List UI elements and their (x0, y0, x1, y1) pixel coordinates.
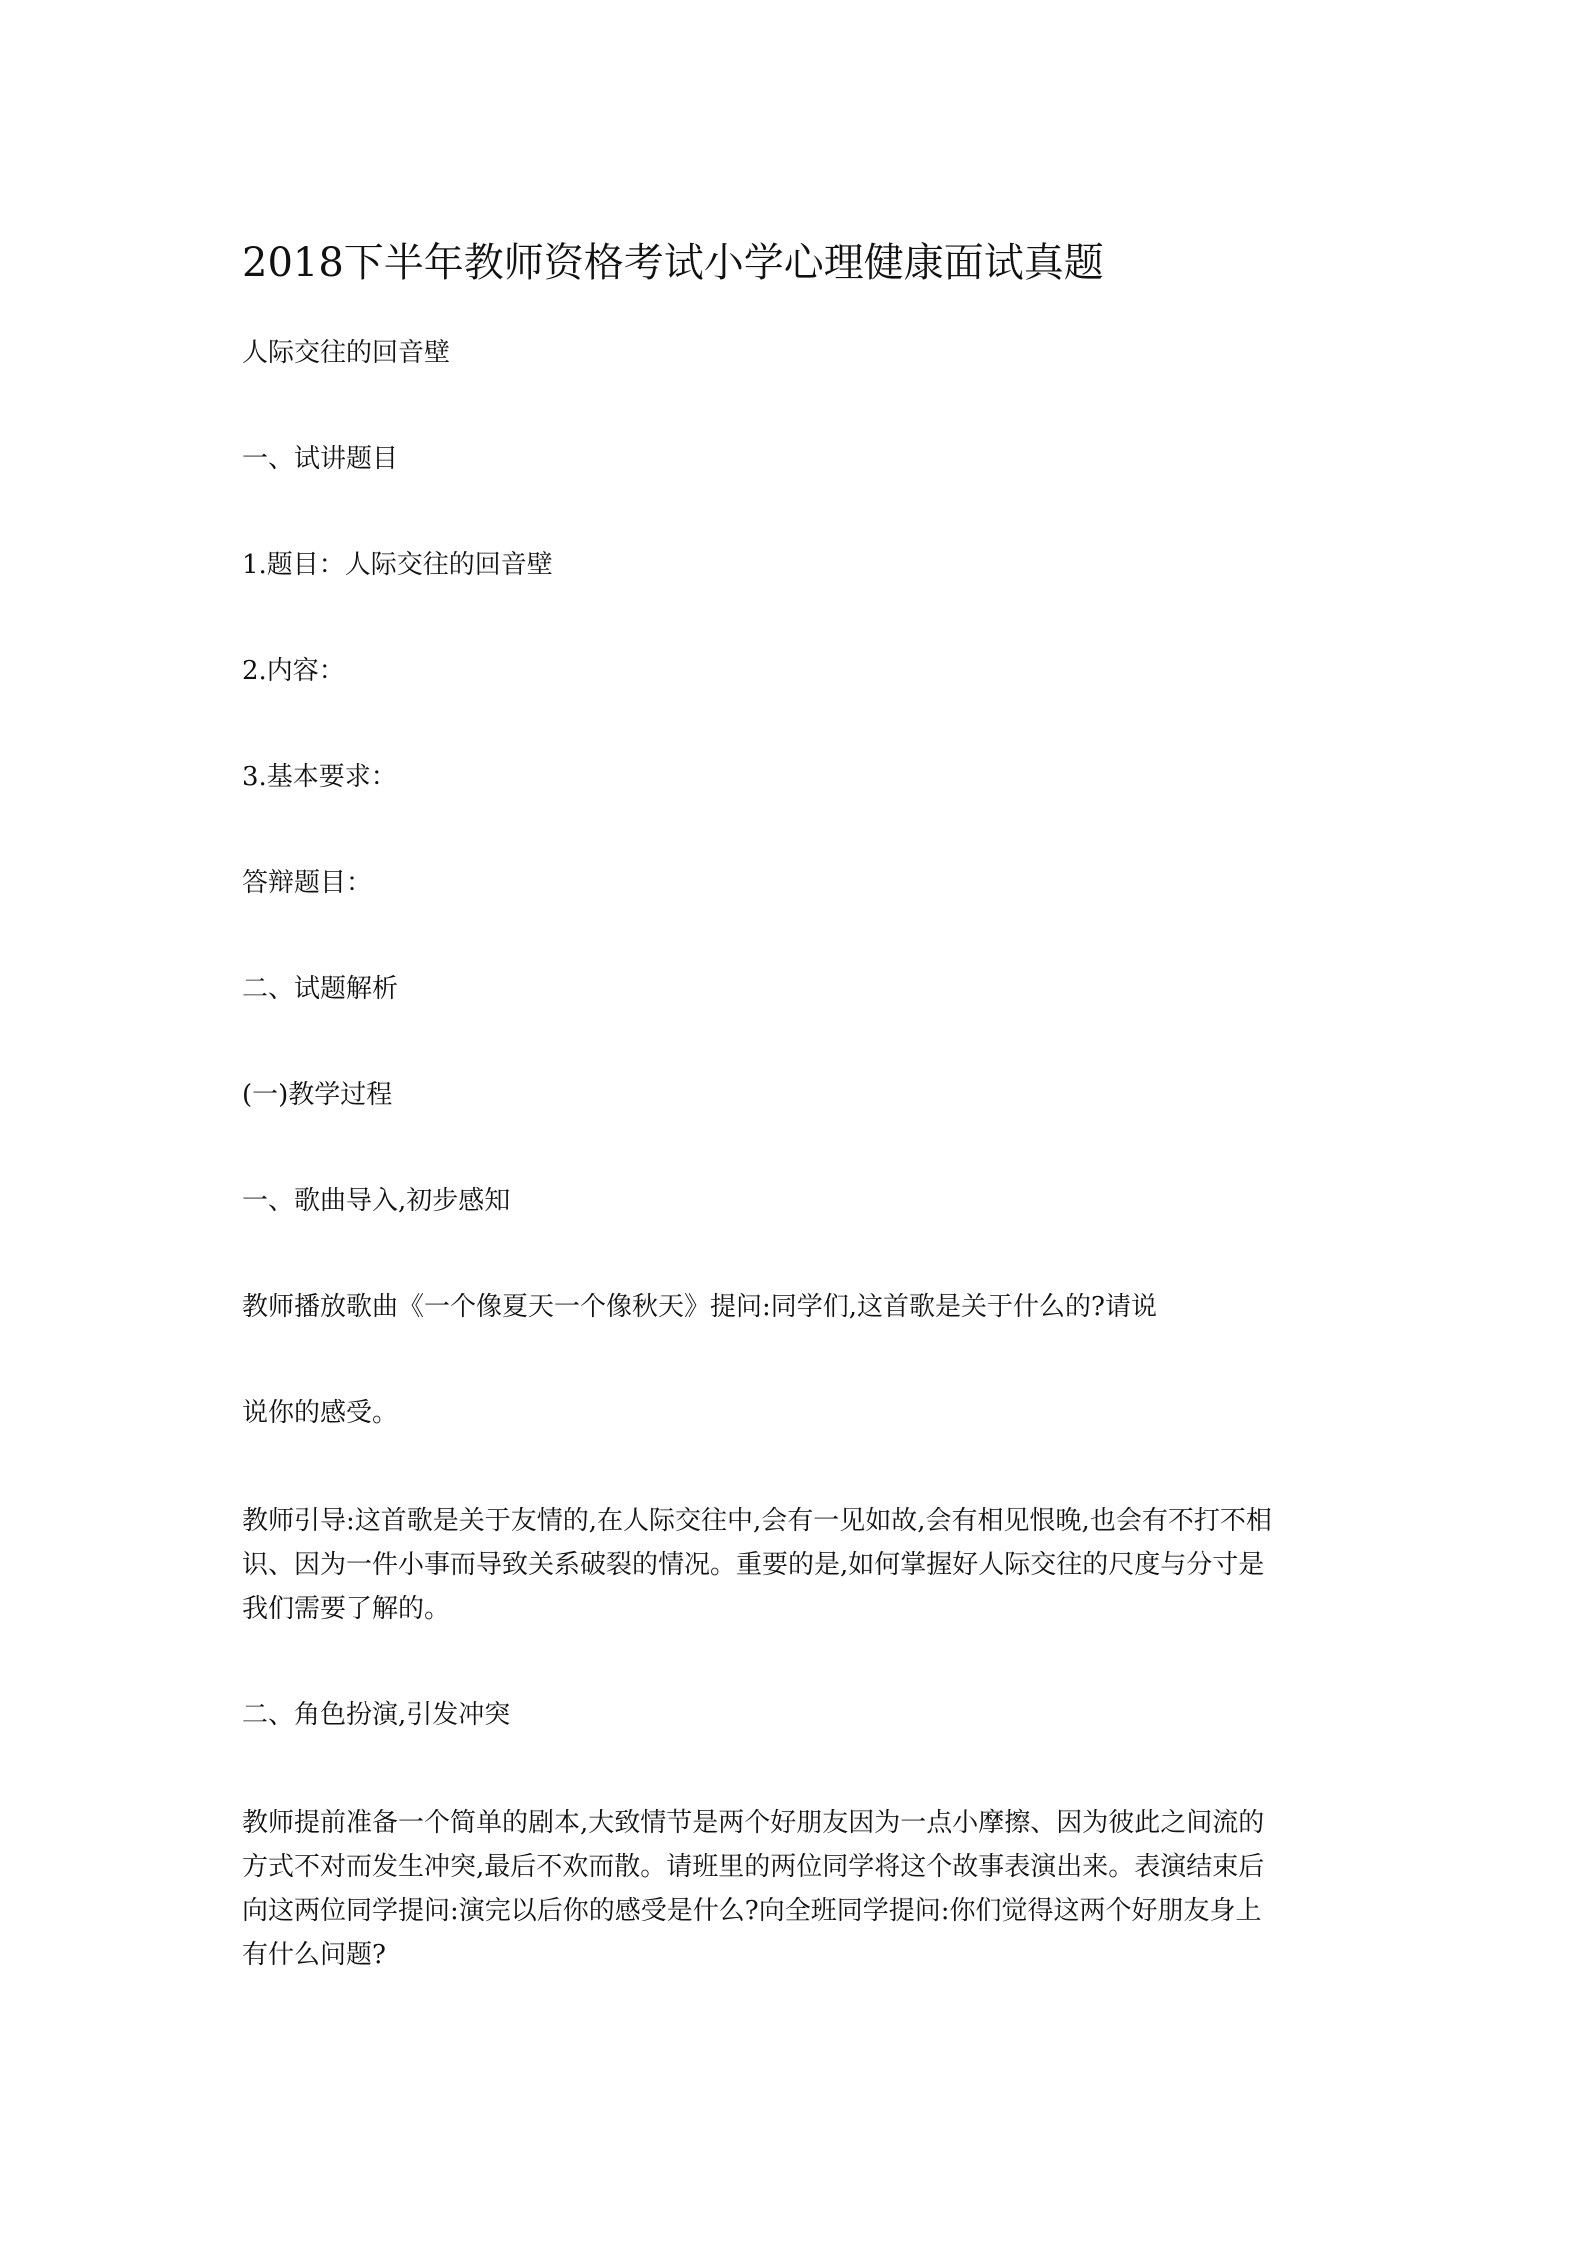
paragraph-line: 教师引导:这首歌是关于友情的,在人际交往中,会有一见如故,会有相见恨晚,也会有不打不相 (242, 1506, 1272, 1536)
document-body (242, 235, 1352, 2041)
item-topic: 1.题目：人际交往的回音壁 (242, 550, 553, 580)
step-heading-song-intro: 一、歌曲导入,初步感知 (242, 1186, 511, 1216)
defense-topic: 答辩题目： (242, 868, 373, 898)
subtitle: 人际交往的回音壁 (242, 338, 451, 368)
step-heading-role-play: 二、角色扮演,引发冲突 (242, 1700, 511, 1730)
paragraph-line: 方式不对而发生冲突,最后不欢而散。请班里的两位同学将这个故事表演出来。表演结束后 (242, 1852, 1265, 1882)
subsection-teaching-process: (一)教学过程 (242, 1080, 393, 1110)
item-basic-requirements: 3.基本要求： (242, 762, 397, 792)
paragraph-line: 我们需要了解的。 (242, 1594, 451, 1624)
section-heading-analysis: 二、试题解析 (242, 974, 399, 1004)
paragraph-line: 有什么问题? (242, 1940, 386, 1970)
paragraph-song-question: 教师播放歌曲《一个像夏天一个像秋天》提问:同学们,这首歌是关于什么的?请说 (242, 1292, 1157, 1322)
paragraph-role-play (242, 1801, 1352, 1977)
paragraph-song-question-end: 说你的感受。 (242, 1398, 399, 1428)
page-title: 2018下半年教师资格考试小学心理健康面试真题 (242, 240, 1104, 286)
paragraph-line: 识、因为一件小事而导致关系破裂的情况。重要的是,如何掌握好人际交往的尺度与分寸是 (242, 1550, 1265, 1580)
item-content: 2.内容： (242, 656, 345, 686)
section-heading-trial-lecture: 一、试讲题目 (242, 444, 399, 474)
paragraph-line: 教师提前准备一个简单的剧本,大致情节是两个好朋友因为一点小摩擦、因为彼此之间流的 (242, 1808, 1265, 1838)
paragraph-teacher-guidance (242, 1499, 1352, 1631)
paragraph-line: 向这两位同学提问:演完以后你的感受是什么?向全班同学提问:你们觉得这两个好朋友身上 (242, 1896, 1262, 1926)
